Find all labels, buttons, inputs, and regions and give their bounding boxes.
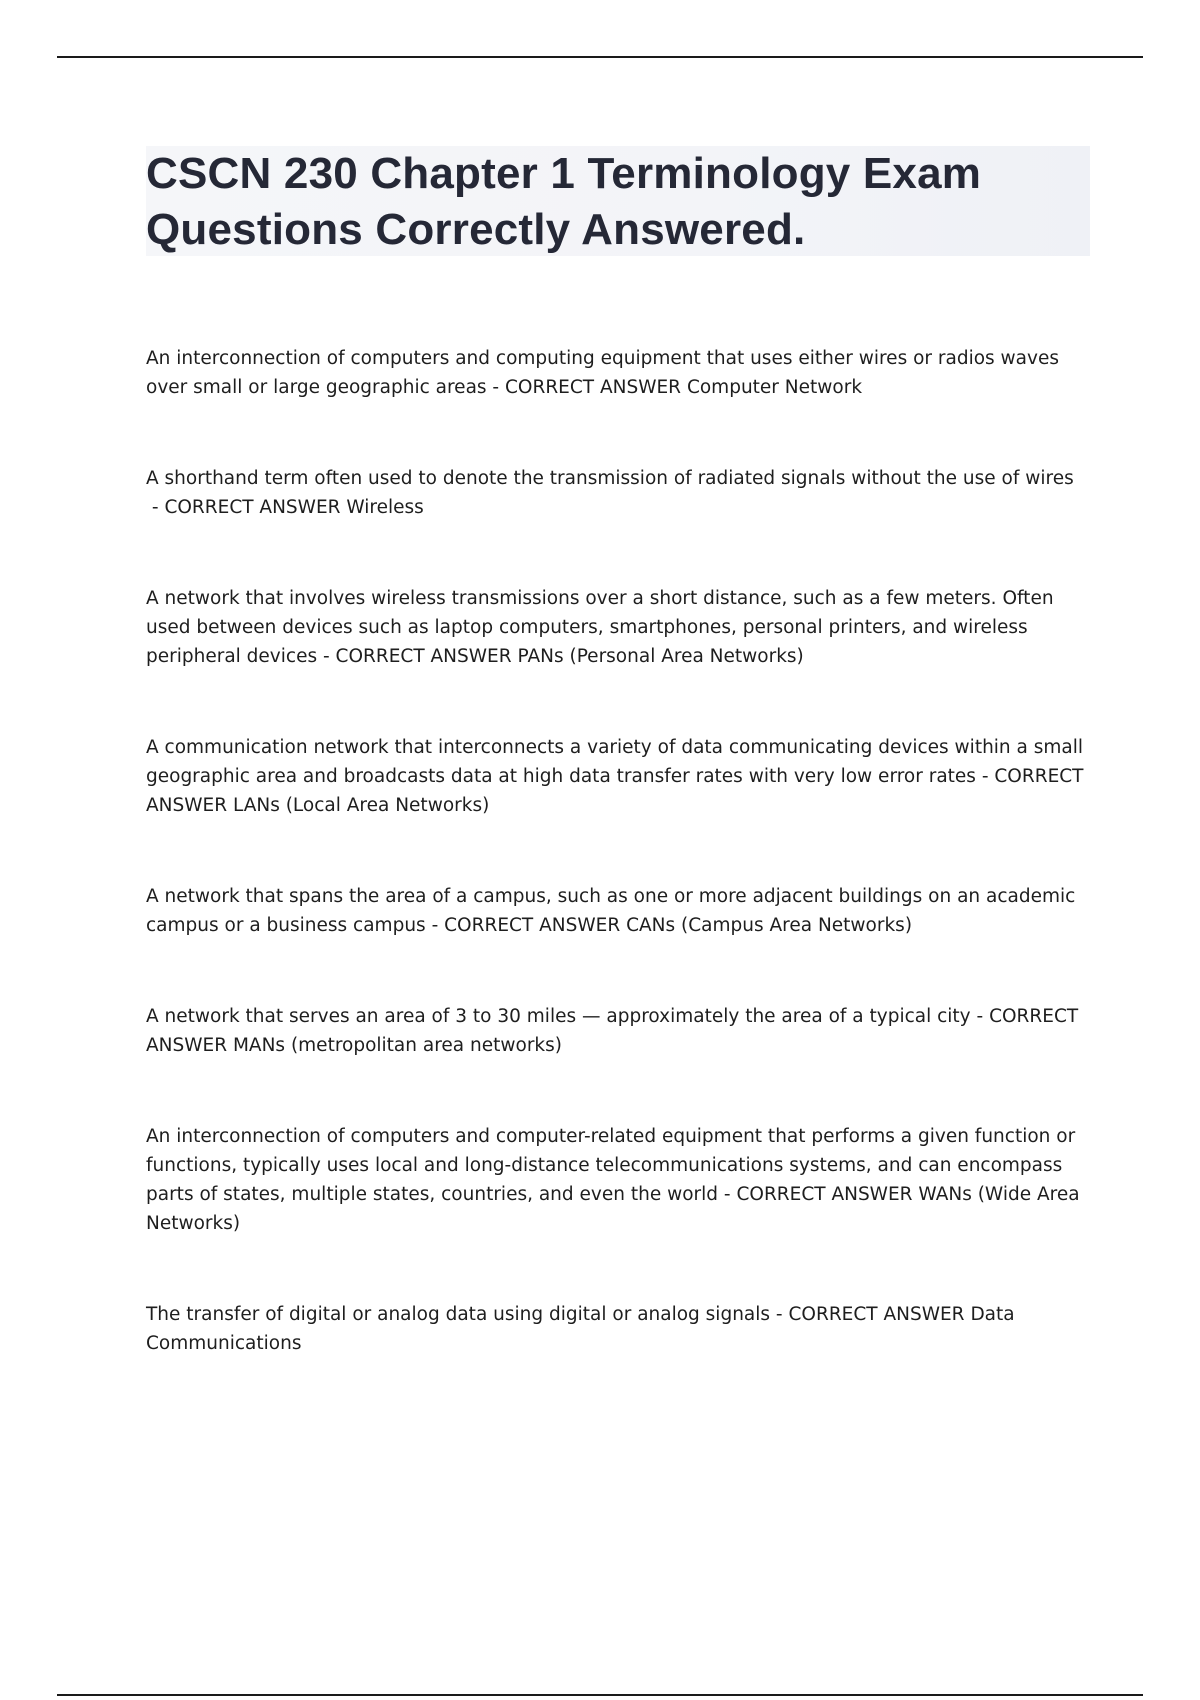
answer-label: CORRECT ANSWER — [736, 1184, 913, 1205]
qa-item — [146, 882, 1090, 940]
question-text: A network that spans the area of a campus, such as one or more adjacent buildings on an academic campus or a business campus — [146, 886, 1076, 936]
answer-text: WANs (Wide Area Networks) — [146, 1184, 1080, 1234]
qa-item — [146, 1122, 1090, 1238]
question-text: The transfer of digital or analog data using digital or analog signals — [146, 1304, 771, 1325]
qa-item — [146, 344, 1090, 402]
separator: - — [718, 1184, 737, 1205]
question-text: A network that involves wireless transmissions over a short distance, such as a few meters. Often used between devices such as laptop computers, smartphones, personal printers, and wireless peripheral devices — [146, 588, 1054, 667]
separator: - — [425, 915, 445, 936]
answer-label: CORRECT ANSWER — [504, 377, 682, 398]
header-rule — [57, 56, 1143, 58]
qa-item — [146, 464, 1090, 522]
separator: - — [975, 766, 995, 787]
answer-text: MANs (metropolitan area networks) — [232, 1035, 562, 1056]
qa-item — [146, 1300, 1090, 1358]
answer-text: PANs (Personal Area Networks) — [517, 646, 804, 667]
separator: - — [146, 497, 165, 518]
answer-text: CANs (Campus Area Networks) — [626, 915, 913, 936]
question-text: An interconnection of computers and computer-related equipment that performs a given function or functions, typically uses local and long-distance telecommunications systems, and can encompass parts of states, multiple states, countries, and even the world — [146, 1126, 1076, 1205]
qa-item — [146, 733, 1090, 820]
answer-text: Computer Network — [686, 377, 863, 398]
answer-text: Data Communications — [146, 1304, 1015, 1354]
answer-label: CORRECT ANSWER — [146, 1006, 1079, 1056]
separator: - — [970, 1006, 990, 1027]
question-text: A network that serves an area of 3 to 30 miles — approximately the area of a typical city — [146, 1006, 971, 1027]
question-text: A communication network that interconnects a variety of data communicating devices within a small geographic area and broadcasts data at high data transfer rates with very low error rates — [146, 737, 1084, 787]
answer-label: CORRECT ANSWER — [164, 497, 341, 518]
qa-item — [146, 1002, 1090, 1060]
separator: - — [486, 377, 505, 398]
answer-label: CORRECT ANSWER — [146, 766, 1084, 816]
footer-rule — [57, 1694, 1143, 1696]
qa-item — [146, 584, 1090, 671]
page-title: CSCN 230 Chapter 1 Terminology Exam Questions Correctly Answered. — [146, 149, 982, 254]
qa-list — [146, 344, 1090, 1420]
question-text: A shorthand term often used to denote the transmission of radiated signals without the use of wires — [146, 468, 1074, 489]
separator: - — [770, 1304, 789, 1325]
answer-text: Wireless — [346, 497, 424, 518]
answer-label: CORRECT ANSWER — [335, 646, 512, 667]
question-text: An interconnection of computers and computing equipment that uses either wires or radios waves over small or large geographic areas — [146, 348, 1059, 398]
answer-label: CORRECT ANSWER — [788, 1304, 965, 1325]
answer-label: CORRECT ANSWER — [444, 915, 621, 936]
separator: - — [317, 646, 336, 667]
answer-text: LANs (Local Area Networks) — [232, 795, 490, 816]
